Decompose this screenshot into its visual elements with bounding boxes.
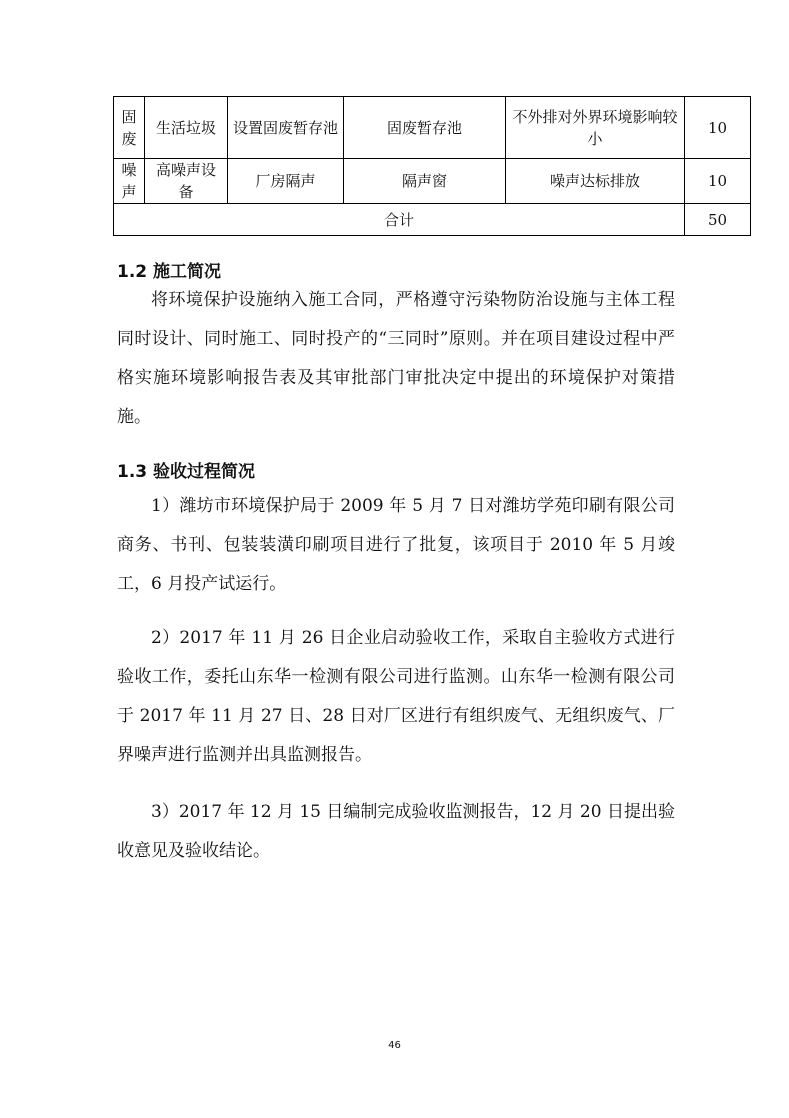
table-total-value: 50 <box>685 204 751 236</box>
table-row <box>114 159 751 204</box>
table-total-label: 合计 <box>114 204 685 236</box>
table-cell-source: 高噪声设备 <box>145 159 228 204</box>
table-cell-amount: 10 <box>685 159 751 204</box>
table-cell-category: 噪声 <box>114 159 145 204</box>
table-row <box>114 97 751 159</box>
table-cell-facility: 固废暂存池 <box>344 97 506 159</box>
section-1-3-paragraph-1: 1）潍坊市环境保护局于 2009 年 5 月 7 日对潍坊学苑印刷有限公司商务、书刊、包装装潢印刷项目进行了批复，该项目于 2010 年 5 月竣工，6 月投产试运行。 <box>117 496 675 594</box>
section-1-3-paragraph-3: 3）2017 年 12 月 15 日编制完成验收监测报告，12 月 20 日提出验收意见及验收结论。 <box>117 802 675 861</box>
table-cell-category: 固废 <box>114 97 145 159</box>
table-cell-effect: 不外排对外界环境影响较小 <box>506 97 685 159</box>
table-cell-measure: 厂房隔声 <box>228 159 344 204</box>
section-1-3-paragraph-2: 2）2017 年 11 月 26 日企业启动验收工作，采取自主验收方式进行验收工作，委托山东华一检测有限公司进行监测。山东华一检测有限公司于 2017 年 11 月 27 日、28 日对厂区进行有组织废气、无组织废气、厂界噪声进行监测并出具监测报告。 <box>117 628 675 765</box>
table-cell-facility: 隔声窗 <box>344 159 506 204</box>
section-heading-1-2: 1.2 施工简况 <box>117 262 222 282</box>
table-cell-measure: 设置固废暂存池 <box>228 97 344 159</box>
table-cell-effect: 噪声达标排放 <box>506 159 685 204</box>
page-number: 46 <box>388 1040 401 1051</box>
table-cell-source: 生活垃圾 <box>145 97 228 159</box>
section-heading-1-3: 1.3 验收过程简况 <box>117 462 256 482</box>
table-total-row <box>114 204 751 236</box>
table-cell-amount: 10 <box>685 97 751 159</box>
section-1-2-paragraph: 将环境保护设施纳入施工合同，严格遵守污染物防治设施与主体工程同时设计、同时施工、同时投产的“三同时”原则。并在项目建设过程中严格实施环境影响报告表及其审批部门审批决定中提出的环境保护对策措施。 <box>117 290 675 427</box>
pollution-control-table <box>113 96 751 236</box>
